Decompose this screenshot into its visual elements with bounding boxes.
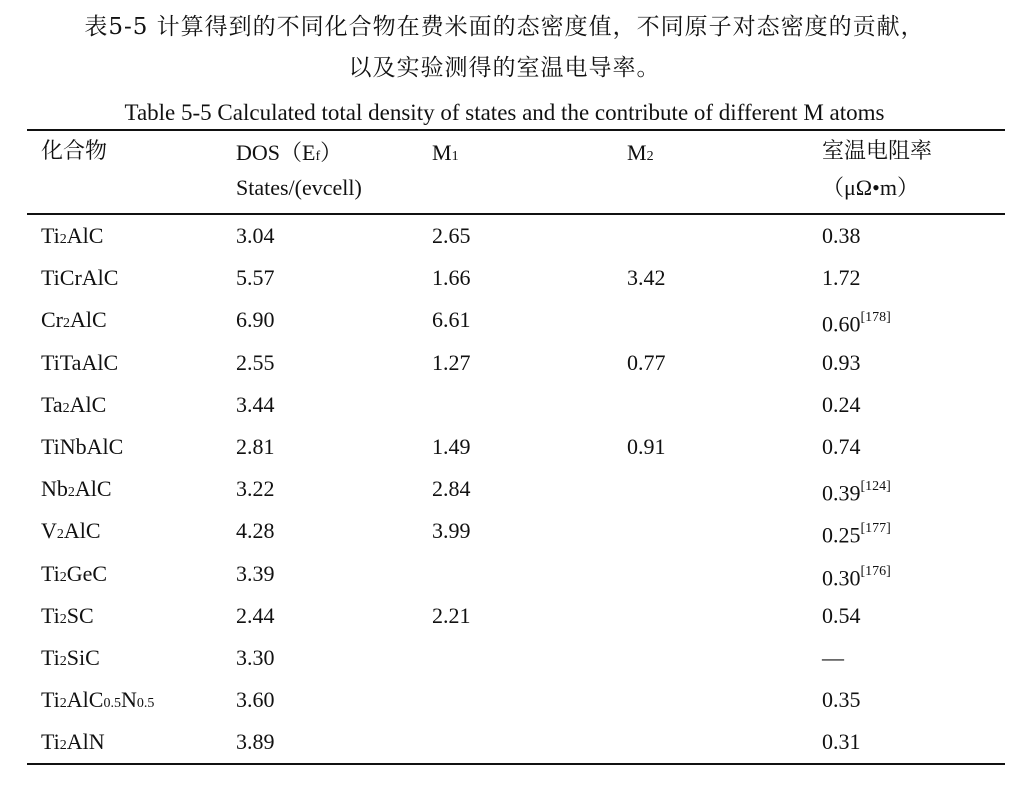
- cell-compound: Ti2AlC0.5N0.5: [41, 687, 155, 712]
- header-resistivity-unit: （μΩ•m）: [822, 175, 919, 200]
- cell-dos: 5.57: [236, 265, 275, 290]
- header-resistivity: 室温电阻率: [822, 138, 933, 163]
- cell-compound: V2AlC: [41, 518, 101, 543]
- cell-resistivity: 0.54: [822, 603, 861, 628]
- citation-ref: [178]: [860, 310, 891, 325]
- cell-compound: Ti2SiC: [41, 645, 100, 670]
- cell-m2: 0.91: [627, 434, 666, 459]
- header-m1: M1: [432, 140, 459, 165]
- cell-m1: 1.27: [432, 350, 471, 375]
- cell-resistivity: 0.24: [822, 392, 861, 417]
- cell-resistivity: 0.60[178]: [822, 310, 891, 337]
- cell-resistivity: 0.39[124]: [822, 479, 891, 506]
- cell-compound: Nb2AlC: [41, 476, 112, 501]
- citation-ref: [177]: [860, 521, 891, 536]
- cell-dos: 2.55: [236, 350, 275, 375]
- header-m2: M2: [627, 140, 654, 165]
- cell-resistivity: 0.93: [822, 350, 861, 375]
- caption-chinese-line1: 表5-5 计算得到的不同化合物在费米面的态密度值，不同原子对态密度的贡献，: [84, 14, 925, 40]
- cell-dos: 3.22: [236, 476, 275, 501]
- cell-resistivity: 0.74: [822, 434, 861, 459]
- cell-dos: 3.04: [236, 223, 275, 248]
- cell-compound: TiTaAlC: [41, 350, 119, 375]
- cell-m1: 1.49: [432, 434, 471, 459]
- cell-dos: 6.90: [236, 307, 275, 332]
- table-bottom-rule: [27, 763, 1005, 765]
- cell-m2: 3.42: [627, 265, 666, 290]
- cell-compound: TiNbAlC: [41, 434, 124, 459]
- cell-dos: 3.39: [236, 561, 275, 586]
- cell-resistivity: 0.38: [822, 223, 861, 248]
- header-dos-unit: States/(evcell): [236, 175, 362, 200]
- cell-resistivity: 0.30[176]: [822, 564, 891, 591]
- caption-english: Table 5-5 Calculated total density of states and the contribute of different M atoms: [124, 100, 885, 125]
- cell-dos: 3.60: [236, 687, 275, 712]
- cell-m1: 3.99: [432, 518, 471, 543]
- cell-resistivity: 0.35: [822, 687, 861, 712]
- cell-dos: 3.89: [236, 729, 275, 754]
- cell-dos: 4.28: [236, 518, 275, 543]
- cell-compound: Ti2GeC: [41, 561, 108, 586]
- cell-resistivity: 0.25[177]: [822, 521, 891, 548]
- cell-dos: 3.30: [236, 645, 275, 670]
- cell-compound: Ti2AlC: [41, 223, 104, 248]
- cell-dos: 2.44: [236, 603, 275, 628]
- cell-m1: 1.66: [432, 265, 471, 290]
- cell-dos: 3.44: [236, 392, 275, 417]
- caption-chinese-line2: 以及实验测得的室温电导率。: [348, 55, 661, 81]
- cell-compound: Cr2AlC: [41, 307, 107, 332]
- cell-compound: TiCrAlC: [41, 265, 119, 290]
- header-dos: DOS（Ef）: [236, 140, 343, 165]
- cell-m1: 6.61: [432, 307, 471, 332]
- cell-compound: Ti2AlN: [41, 729, 105, 754]
- cell-resistivity: —: [822, 645, 844, 670]
- cell-m1: 2.21: [432, 603, 471, 628]
- citation-ref: [176]: [860, 564, 891, 579]
- cell-resistivity: 0.31: [822, 729, 861, 754]
- header-compound: 化合物: [41, 138, 108, 163]
- cell-compound: Ti2SC: [41, 603, 94, 628]
- cell-m1: 2.65: [432, 223, 471, 248]
- cell-m1: 2.84: [432, 476, 471, 501]
- table-header-rule: [27, 213, 1005, 215]
- cell-dos: 2.81: [236, 434, 275, 459]
- cell-resistivity: 1.72: [822, 265, 861, 290]
- cell-m2: 0.77: [627, 350, 666, 375]
- table-top-rule: [27, 129, 1005, 131]
- cell-compound: Ta2AlC: [41, 392, 107, 417]
- citation-ref: [124]: [860, 479, 891, 494]
